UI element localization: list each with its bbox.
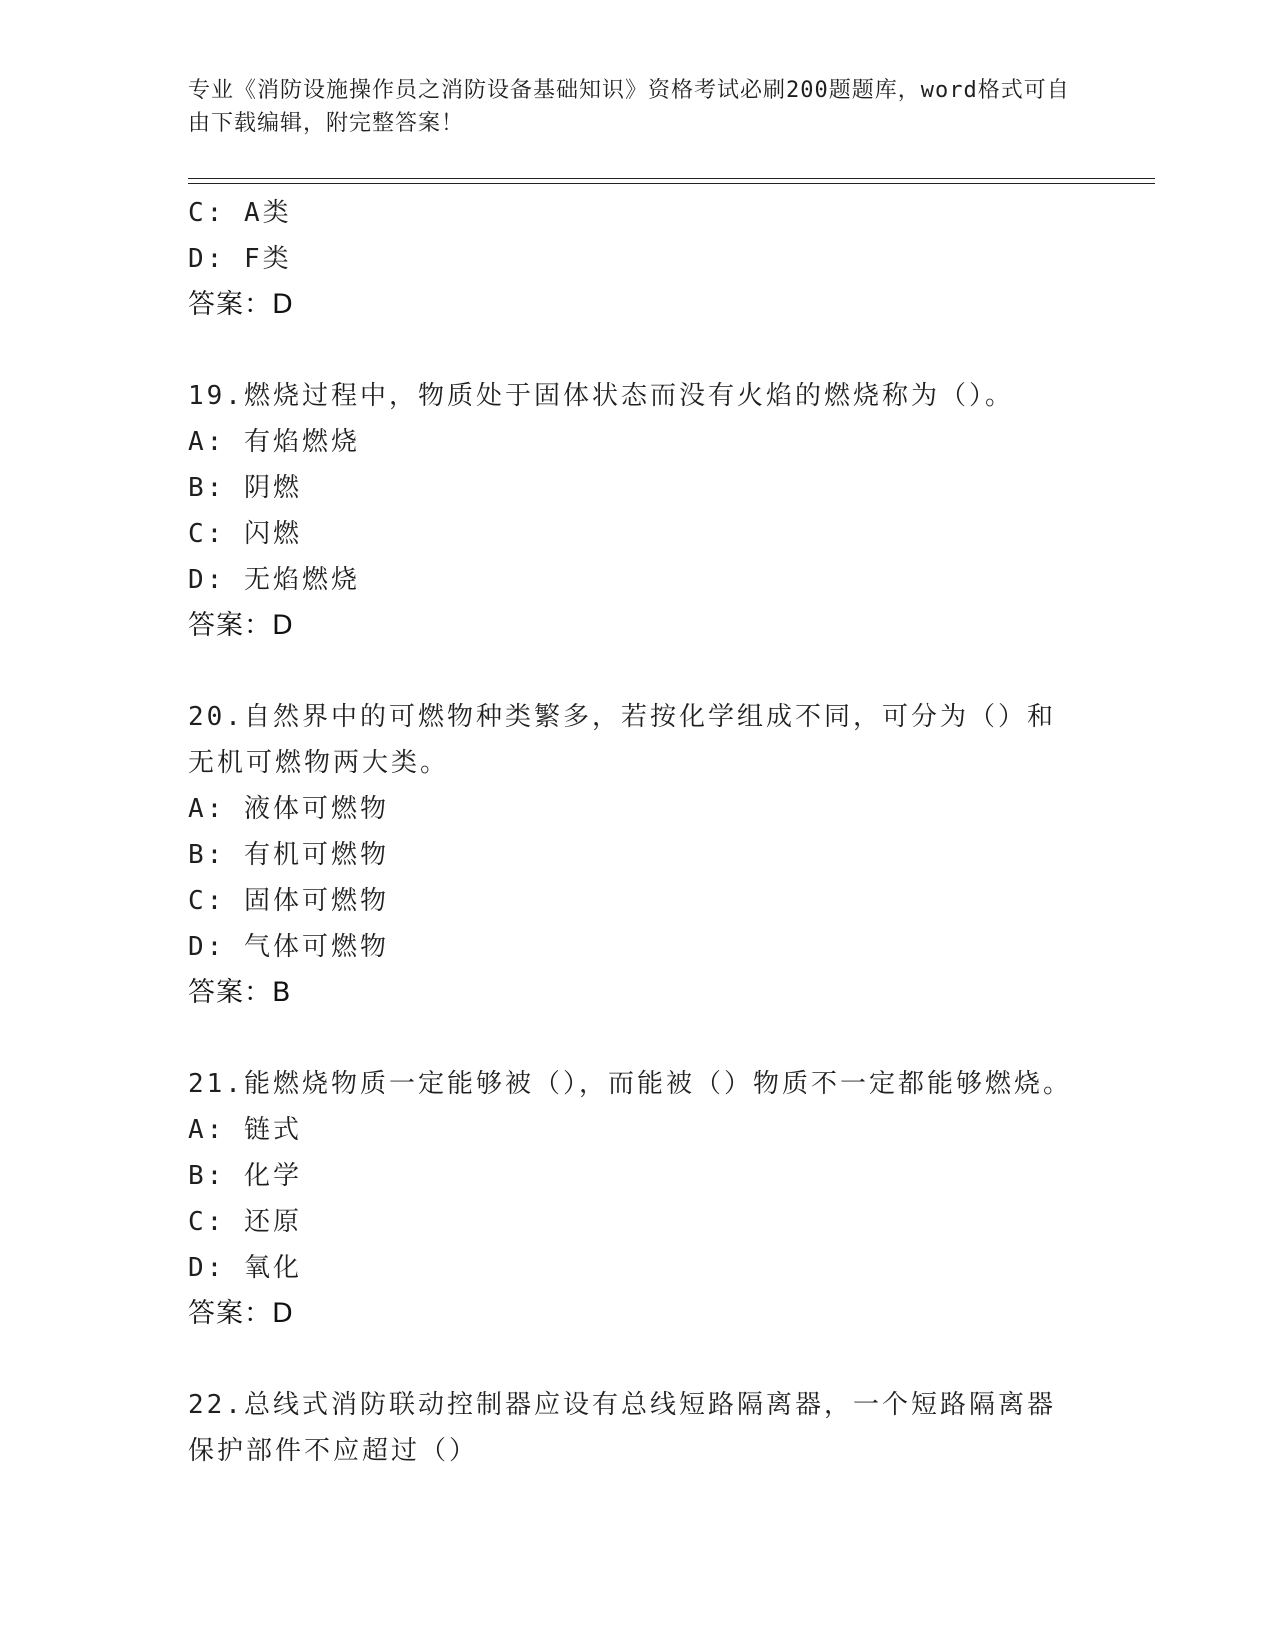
answer-line: 答案：B	[188, 977, 292, 1008]
question-content	[188, 190, 1088, 1474]
option-a: A: 液体可燃物	[188, 794, 389, 824]
question-21	[188, 1061, 1088, 1337]
question-text: 21.能燃烧物质一定能够被（），而能被（）物质不一定都能够燃烧。	[188, 1069, 1072, 1099]
question-22	[188, 1382, 1088, 1474]
option-c: C: 闪燃	[188, 519, 302, 549]
option-c: C: A类	[188, 198, 292, 228]
header-divider-bottom	[188, 183, 1155, 184]
answer-line: 答案：D	[188, 1298, 294, 1329]
answer-line: 答案：D	[188, 610, 294, 641]
question-19	[188, 373, 1088, 649]
option-b: B: 有机可燃物	[188, 840, 389, 870]
option-b: B: 阴燃	[188, 473, 302, 503]
option-d: D: 无焰燃烧	[188, 565, 360, 595]
document-header: 专业《消防设施操作员之消防设备基础知识》资格考试必刷200题题库，word格式可自由下载编辑，附完整答案！	[188, 78, 1070, 136]
question-text: 20.自然界中的可燃物种类繁多，若按化学组成不同，可分为（）和无机可燃物两大类。	[188, 702, 1056, 778]
option-d: D: F类	[188, 244, 292, 274]
question-text: 19.燃烧过程中，物质处于固体状态而没有火焰的燃烧称为（）。	[188, 381, 1014, 411]
option-a: A: 有焰燃烧	[188, 427, 360, 457]
question-text: 22.总线式消防联动控制器应设有总线短路隔离器，一个短路隔离器保护部件不应超过（）	[188, 1390, 1056, 1466]
question-20	[188, 694, 1088, 1016]
answer-line: 答案：D	[188, 289, 294, 320]
option-a: A: 链式	[188, 1115, 302, 1145]
question-fragment	[188, 190, 1088, 328]
option-d: D: 气体可燃物	[188, 932, 389, 962]
option-c: C: 还原	[188, 1207, 302, 1237]
option-b: B: 化学	[188, 1161, 302, 1191]
header-divider-top	[188, 178, 1155, 179]
option-d: D: 氧化	[188, 1253, 302, 1283]
option-c: C: 固体可燃物	[188, 886, 389, 916]
